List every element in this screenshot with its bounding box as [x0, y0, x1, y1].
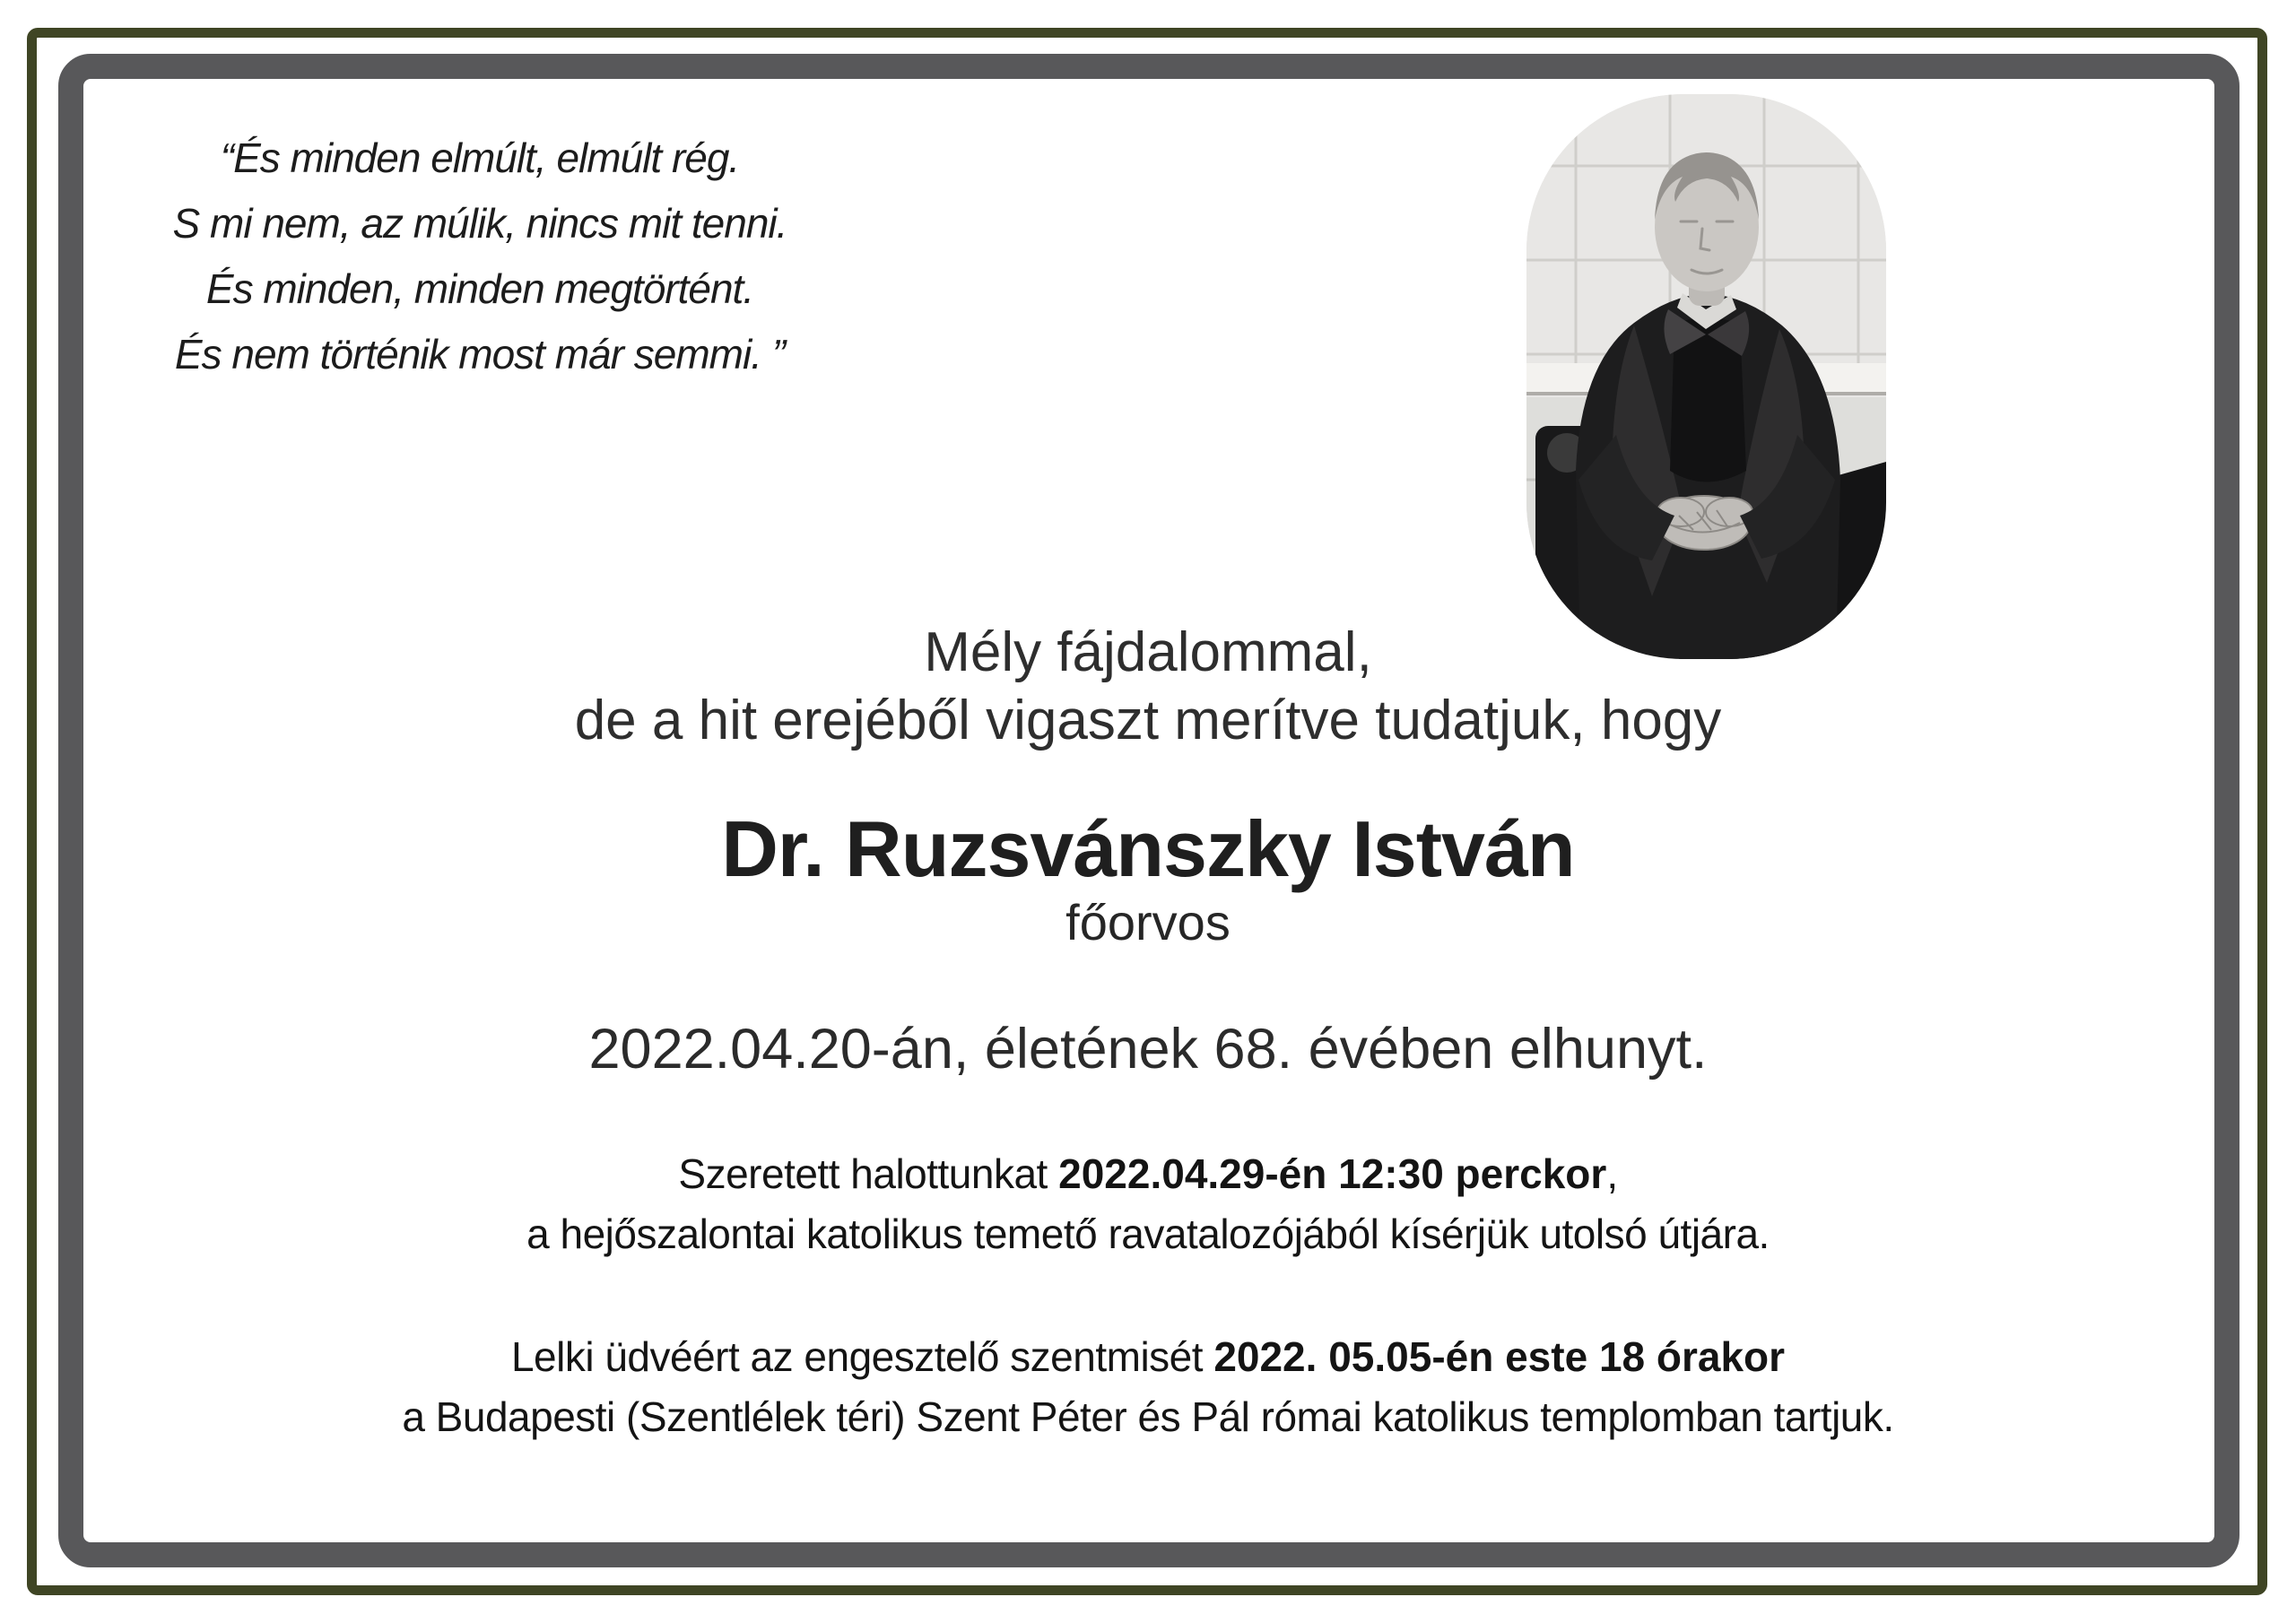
quote-line: S mi nem, az múlik, nincs mit tenni.	[172, 200, 787, 247]
funeral-datetime: 2022.04.29-én 12:30 perckor	[1058, 1150, 1607, 1197]
quote-line: “És minden elmúlt, elmúlt rég.	[220, 135, 740, 181]
memorial-mass-details	[85, 1327, 2211, 1447]
deceased-name: Dr. Ruzsvánszky István	[721, 804, 1575, 893]
death-notice-line: 2022.04.20-án, életének 68. évében elhunyt.	[588, 1018, 1708, 1081]
funeral-location-line: a hejőszalontai katolikus temető ravatalozójából kísérjük utolsó útjára.	[526, 1211, 1770, 1257]
portrait-photo	[1526, 94, 1886, 659]
memorial-quote	[85, 126, 874, 387]
funeral-text-post: ,	[1606, 1150, 1618, 1197]
funeral-details	[85, 1144, 2211, 1264]
funeral-text-pre: Szeretett halottunkat	[678, 1150, 1059, 1197]
mass-location-line: a Budapesti (Szentlélek téri) Szent Péter és Pál római katolikus templomban tartjuk.	[402, 1393, 1894, 1440]
quote-line: És minden, minden megtörtént.	[205, 265, 754, 312]
deceased-title: főorvos	[1065, 894, 1231, 950]
intro-line-1: Mély fájdalommal,	[924, 621, 1372, 683]
mass-text-pre: Lelki üdvéért az engesztelő szentmisét	[510, 1333, 1214, 1380]
portrait-illustration	[1526, 94, 1886, 659]
mass-datetime: 2022. 05.05-én este 18 órakor	[1213, 1333, 1786, 1380]
intro-line-2: de a hit erejéből vigaszt merítve tudatjuk, hogy	[574, 690, 1722, 751]
quote-line: És nem történik most már semmi. ”	[174, 331, 786, 378]
